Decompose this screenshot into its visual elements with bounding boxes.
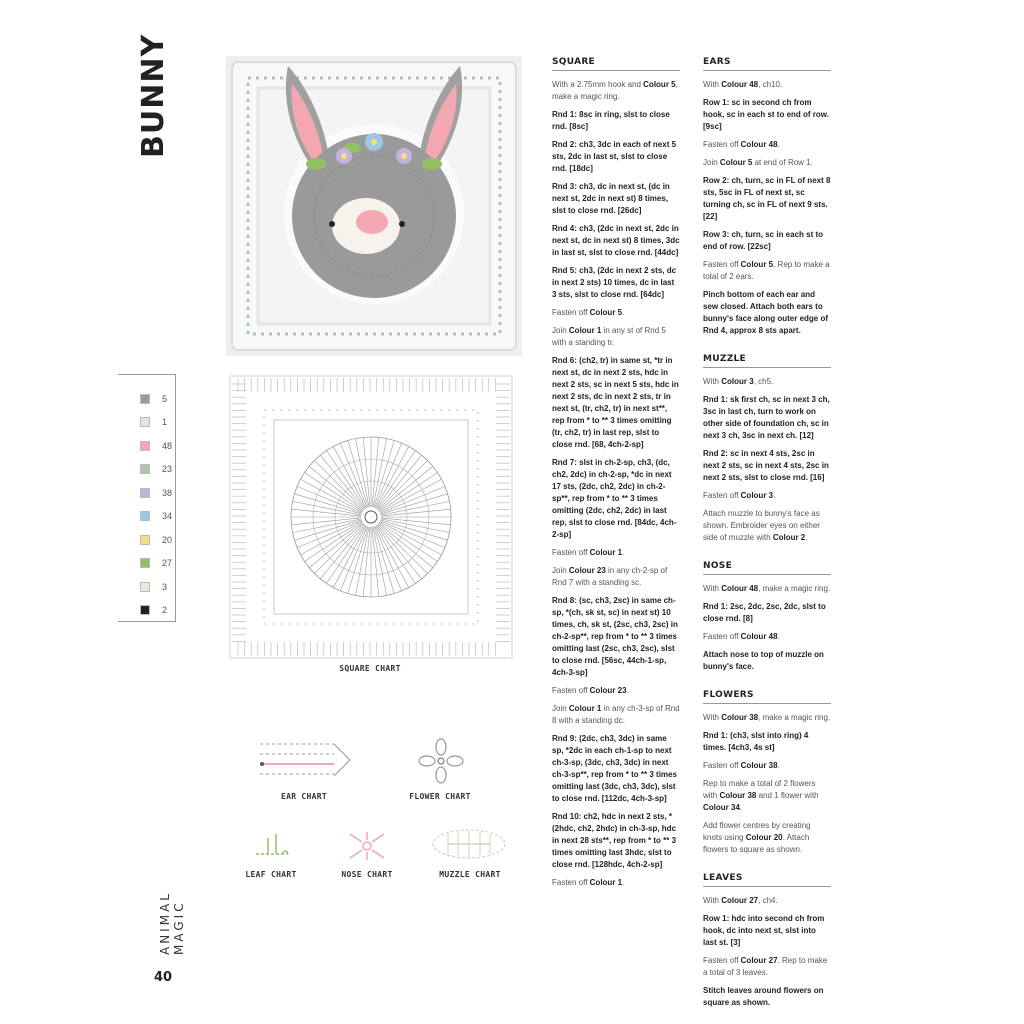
para-muzzle-2: Rnd 1: sk first ch, sc in next 3 ch, 3sc in last ch, turn to work on other side of foundation ch, sc in next 3 ch, 3sc in next ch. [12] [703,395,830,440]
square-chart-caption: SQUARE CHART [339,664,401,673]
colour-number: 38 [162,487,173,498]
colour-number: 3 [162,581,168,592]
para-square-fasten2: Fasten off Colour 1. [552,548,625,557]
nose-chart-diagram [342,826,392,866]
para-nose-1: With Colour 48, make a magic ring. [703,584,831,593]
para-leaves-2: Row 1: hdc into second ch from hook, dc into next st, slst into last st. [3] [703,914,825,947]
section-heading-leaves: LEAVES [703,872,831,887]
para-square-rnd9: Rnd 9: (2dc, ch3, 3dc) in same sp, *2dc in each ch-1-sp to next ch-3-sp, (3dc, ch3, 3dc) in next ch-3-sp**, rep from * to ** 3 times omitting last (3dc, ch3, 3dc), slst to close rnd. [112dc, 4ch-3-sp] [552,734,677,803]
para-nose-2: Rnd 1: 2sc, 2dc, 2sc, 2dc, slst to close rnd. [8] [703,602,826,623]
colour-number: 34 [162,511,173,522]
colour-swatch [140,582,150,592]
colour-key-row [118,528,175,552]
colour-swatch [140,558,150,568]
para-flowers-2: Rnd 1: (ch3, slst into ring) 4 times. [4ch3, 4s st] [703,731,809,752]
leaf-chart-diagram [252,830,292,862]
nose-chart-caption: NOSE CHART [341,870,393,879]
colour-key-row [118,552,175,576]
colour-key-row [118,575,175,599]
para-ears-5: Row 2: ch, turn, sc in FL of next 8 sts, 5sc in FL of next st, sc turning ch, sc in FL of next 9 sts. [22] [703,176,831,221]
colour-key [118,374,176,622]
para-square-rnd7: Rnd 7: slst in ch-2-sp, ch3, (dc, ch2, 2dc) in ch-2-sp, *dc in next 17 sts, (2dc, ch2, 2dc) in ch-2-sp**, rep from * to ** 3 times omitting (2dc, ch2, 2dc) in last rep, slst to close rnd. [84dc, 4ch-2-sp] [552,458,677,539]
flower-chart-caption: FLOWER CHART [409,792,471,801]
colour-key-row [118,387,175,411]
square-chart-diagram [226,372,516,662]
para-square-rnd2: Rnd 2: ch3, 3dc in each of next 5 sts, 2dc in last st, slst to close rnd. [18dc] [552,140,677,173]
para-square-rnd1: Rnd 1: 8sc in ring, slst to close rnd. [8sc] [552,110,670,131]
colour-key-row [118,458,175,482]
colour-key-row [118,481,175,505]
colour-number: 5 [162,393,168,404]
colour-key-row [118,599,175,623]
section-heading-ears: EARS [703,56,831,71]
page-number: 40 [154,970,173,985]
para-square-rnd4: Rnd 4: ch3, (2dc in next st, 2dc in next st, dc in next st) 8 times, 3dc in last st, slst to close rnd. [44dc] [552,224,680,257]
para-nose-4: Attach nose to top of muzzle on bunny's face. [703,650,824,671]
section-heading-nose: NOSE [703,560,831,575]
colour-number: 2 [162,605,168,616]
muzzle-chart-diagram [428,824,510,864]
pattern-column-right [703,56,831,1015]
colour-swatch [140,535,150,545]
para-leaves-3: Fasten off Colour 27. Rep to make a total of 3 leaves. [703,956,828,977]
colour-swatch [140,464,150,474]
para-square-rnd10: Rnd 10: ch2, hdc in next 2 sts, *(2hdc, ch2, 2hdc) in ch-3-sp, hdc in next 28 sts**, rep from * to ** 3 times omitting last 3hdc, slst to close rnd. [128hdc, 4ch-2-sp] [552,812,677,869]
para-square-rnd6: Rnd 6: (ch2, tr) in same st, *tr in next st, dc in next 2 sts, hdc in next 2 sts, sc in next 5 sts, hdc in next 2 sts, dc in next 2 sts, tr in next st, (tr, ch2, tr) in next st**, rep from * to ** 3 times omitting (tr, ch2, tr) in last rep, slst to close rnd. [68, 4ch-2-sp] [552,356,679,449]
para-square-rnd3: Rnd 3: ch3, dc in next st, (dc in next st, 2dc in next st) 8 times, slst to close rnd. [26dc] [552,182,670,215]
para-flowers-1: With Colour 38, make a magic ring. [703,713,831,722]
para-square-intro: With a 2.75mm hook and Colour 5, make a magic ring. [552,80,678,101]
para-ears-8: Pinch bottom of each ear and sew closed. Attach both ears to bunny's face along outer edge of Rnd 4, approx 8 sts apart. [703,290,829,335]
para-muzzle-5: Attach muzzle to bunny's face as shown. Embroider eyes on either side of muzzle with Colour 2. [703,509,820,542]
para-flowers-4: Rep to make a total of 2 flowers with Colour 38 and 1 flower with Colour 34. [703,779,819,812]
leaf-chart-caption: LEAF CHART [245,870,297,879]
colour-number: 48 [162,440,173,451]
para-ears-7: Fasten off Colour 5. Rep to make a total of 2 ears. [703,260,830,281]
para-square-fasten3: Fasten off Colour 23. [552,686,629,695]
colour-number: 20 [162,534,173,545]
para-ears-2: Row 1: sc in second ch from hook, sc in each st to end of row. [9sc] [703,98,829,131]
colour-key-row [118,411,175,435]
para-muzzle-3: Rnd 2: sc in next 4 sts, 2sc in next 2 sts, sc in next 4 sts, 2sc in next 2 sts, slst to close rnd. [16] [703,449,829,482]
ear-chart-caption: EAR CHART [280,792,328,801]
colour-swatch [140,511,150,521]
colour-swatch [140,605,150,615]
para-leaves-4: Stitch leaves around flowers on square as shown. [703,986,824,1007]
colour-swatch [140,417,150,427]
para-muzzle-4: Fasten off Colour 3. [703,491,776,500]
para-ears-3: Fasten off Colour 48. [703,140,780,149]
para-flowers-5: Add flower centres by creating knots using Colour 20. Attach flowers to square as shown. [703,821,811,854]
colour-swatch [140,441,150,451]
muzzle-chart-caption: MUZZLE CHART [439,870,501,879]
para-square-rnd5: Rnd 5: ch3, (2dc in next 2 sts, dc in next 2 sts) 10 times, dc in last 3 sts, slst to close rnd. [64dc] [552,266,677,299]
colour-swatch [140,394,150,404]
ear-chart-diagram [254,730,358,788]
para-muzzle-1: With Colour 3, ch5. [703,377,774,386]
para-square-join3: Join Colour 1 in any ch-3-sp of Rnd 8 with a standing dc. [552,704,680,725]
para-square-join2: Join Colour 23 in any ch-2-sp of Rnd 7 with a standing sc. [552,566,668,587]
para-square-join1: Join Colour 1 in any st of Rnd 5 with a standing tr. [552,326,666,347]
section-heading-muzzle: MUZZLE [703,353,831,368]
page-title: BUNNY [136,33,171,158]
bunny-square-photo [226,56,522,356]
flower-chart-diagram [416,736,466,786]
colour-number: 27 [162,558,173,569]
para-square-rnd8: Rnd 8: (sc, ch3, 2sc) in same ch-sp, *(ch, sk st, sc) in next st) 10 times, ch, sk st, (2sc, ch3, 2sc) in ch-2-sp**, rep from * to ** 3 times omitting last (2sc, ch3, 2sc), slst to close rnd. [56sc, 44ch-1-sp, 4ch-3-sp] [552,596,678,677]
colour-key-row [118,434,175,458]
colour-key-row [118,505,175,529]
pattern-column-left [552,56,680,895]
para-nose-3: Fasten off Colour 48. [703,632,780,641]
para-square-fasten1: Fasten off Colour 5. [552,308,625,317]
para-ears-4: Join Colour 5 at end of Row 1. [703,158,813,167]
para-ears-1: With Colour 48, ch10. [703,80,783,89]
colour-number: 23 [162,464,173,475]
section-heading-flowers: FLOWERS [703,689,831,704]
para-square-fasten4: Fasten off Colour 1. [552,878,625,887]
para-flowers-3: Fasten off Colour 38. [703,761,780,770]
running-head: ANIMAL MAGIC [158,891,186,955]
colour-swatch [140,488,150,498]
para-leaves-1: With Colour 27, ch4. [703,896,778,905]
colour-number: 1 [162,417,168,428]
para-ears-6: Row 3: ch, turn, sc in each st to end of row. [22sc] [703,230,824,251]
section-heading-square: SQUARE [552,56,680,71]
